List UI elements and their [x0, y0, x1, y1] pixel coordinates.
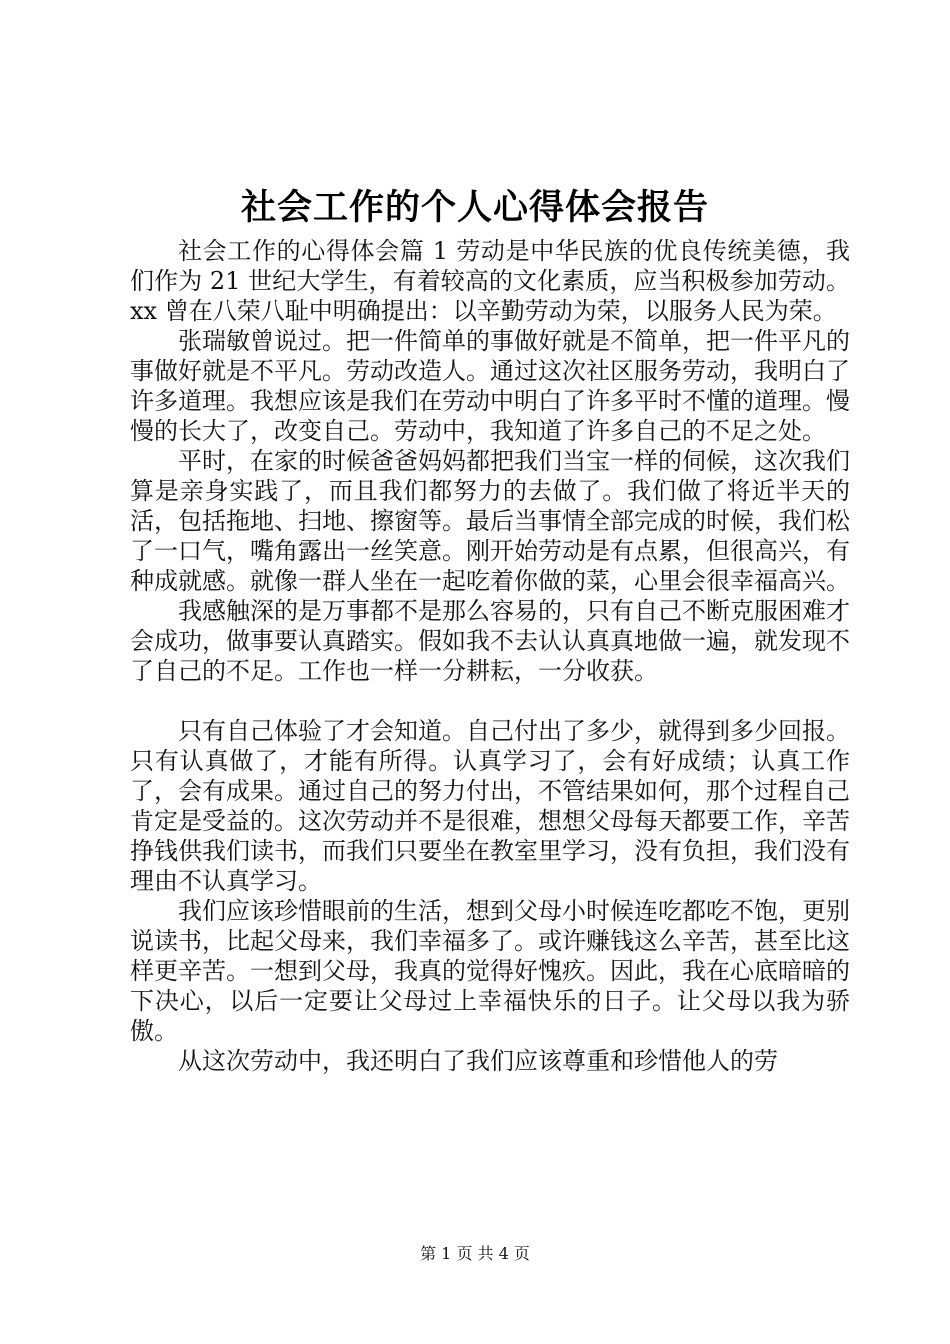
- paragraph: 我们应该珍惜眼前的生活，想到父母小时候连吃都吃不饱，更别说读书，比起父母来，我们幸福多了。或许赚钱这么辛苦，甚至比这样更辛苦。一想到父母，我真的觉得好愧疚。因此，我在心底暗暗的下决心，以后一定要让父母过上幸福快乐的日子。让父母以我为骄傲。: [130, 897, 850, 1045]
- paragraph: 我感触深的是万事都不是那么容易的，只有自己不断克服困难才会成功，做事要认真踏实。假如我不去认认真真地做一遍，就发现不了自己的不足。工作也一样一分耕耘，一分收获。: [130, 597, 850, 685]
- document-body: [130, 236, 850, 1076]
- paragraph: 社会工作的心得体会篇 1 劳动是中华民族的优良传统美德，我们作为 21 世纪大学生，有着较高的文化素质，应当积极参加劳动。xx 曾在八荣八耻中明确提出：以辛勤劳动为荣，以服务人民为荣。: [130, 237, 850, 325]
- paragraph: 只有自己体验了才会知道。自己付出了多少，就得到多少回报。只有认真做了，才能有所得。认真学习了，会有好成绩；认真工作了，会有成果。通过自己的努力付出，不管结果如何，那个过程自己肯定是受益的。这次劳动并不是很难，想想父母每天都要工作，辛苦挣钱供我们读书，而我们只要坐在教室里学习，没有负担，我们没有理由不认真学习。: [130, 717, 850, 895]
- paragraph: 平时，在家的时候爸爸妈妈都把我们当宝一样的伺候，这次我们算是亲身实践了，而且我们都努力的去做了。我们做了将近半天的活，包括拖地、扫地、擦窗等。最后当事情全部完成的时候，我们松了一口气，嘴角露出一丝笑意。刚开始劳动是有点累，但很高兴，有种成就感。就像一群人坐在一起吃着你做的菜，心里会很幸福高兴。: [130, 447, 850, 595]
- page-number-footer: 第 1 页 共 4 页: [420, 1244, 530, 1263]
- paragraph: 张瑞敏曾说过。把一件简单的事做好就是不简单，把一件平凡的事做好就是不平凡。劳动改造人。通过这次社区服务劳动，我明白了许多道理。我想应该是我们在劳动中明白了许多平时不懂的道理。慢慢的长大了，改变自己。劳动中，我知道了许多自己的不足之处。: [130, 327, 850, 445]
- document-title: 社会工作的个人心得体会报告: [240, 187, 709, 228]
- paragraph: 从这次劳动中，我还明白了我们应该尊重和珍惜他人的劳: [178, 1047, 778, 1075]
